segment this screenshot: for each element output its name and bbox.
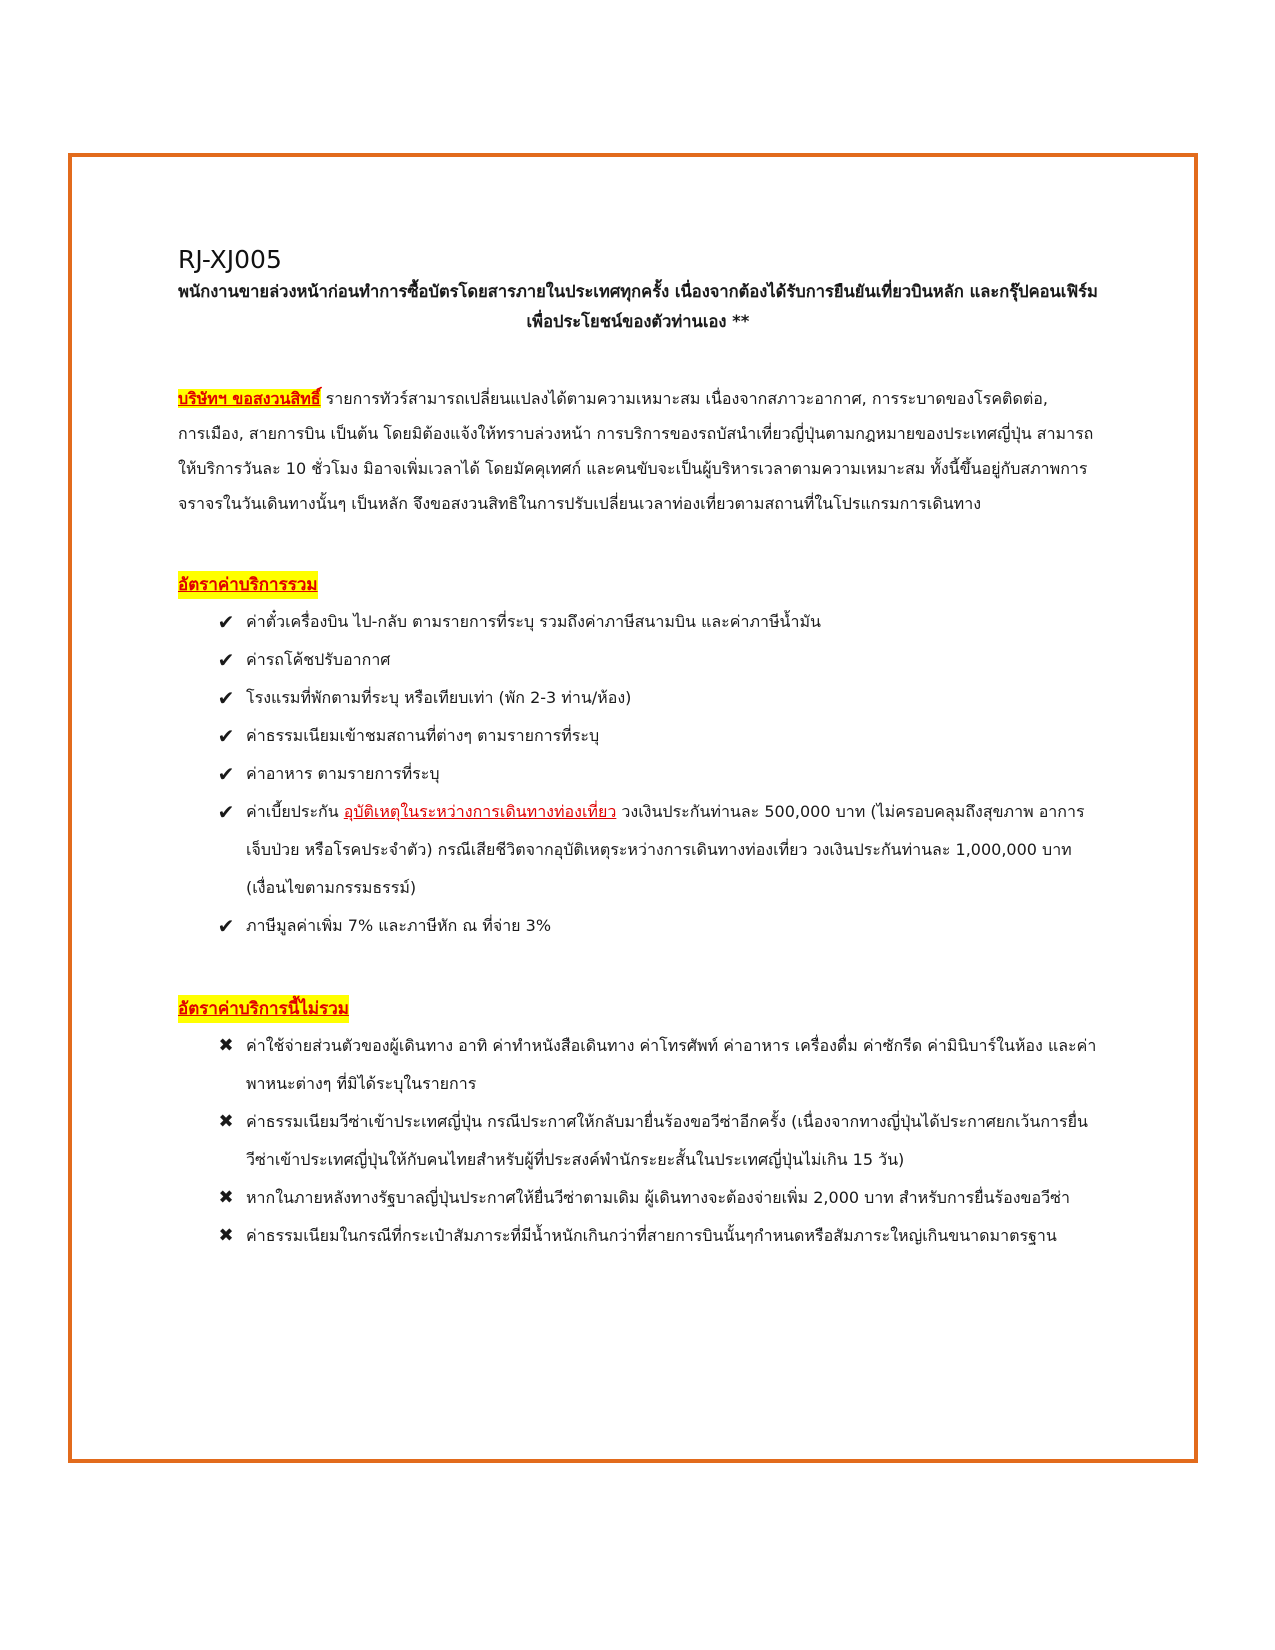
item-text: ค่าธรรมเนียมเข้าชมสถานที่ต่างๆ ตามรายการที่ระบุ (246, 726, 600, 745)
list-item (214, 641, 1098, 679)
item-text: ค่าตั๋วเครื่องบิน ไป-กลับ ตามรายการที่ระบุ รวมถึงค่าภาษีสนามบิน และค่าภาษีน้ำมัน (246, 612, 821, 631)
list-item (214, 1217, 1098, 1255)
list-item (214, 907, 1098, 945)
cross-icon: ✖ (218, 1187, 234, 1208)
check-icon: ✔ (217, 762, 235, 786)
check-icon: ✔ (217, 800, 235, 824)
cross-icon: ✖ (218, 1111, 234, 1132)
policy-paragraph (178, 381, 1098, 521)
item-text: ค่าอาหาร ตามรายการที่ระบุ (246, 764, 440, 783)
list-item (214, 1027, 1098, 1103)
item-text: ค่ารถโค้ชปรับอากาศ (246, 650, 391, 669)
check-icon: ✔ (217, 610, 235, 634)
item-text: โรงแรมที่พักตามที่ระบุ หรือเทียบเท่า (พัก 2-3 ท่าน/ห้อง) (246, 688, 632, 707)
included-section (178, 571, 1098, 945)
policy-text: รายการทัวร์สามารถเปลี่ยนแปลงได้ตามความเหมาะสม เนื่องจากสภาวะอากาศ, การระบาดของโรคติดต่อ, การเมือง, สายการบิน เป็นต้น โดยมิต้องแจ้งให้ทราบล่วงหน้า การบริการของรถบัสนำเที่ยวญี่ปุ่นตามกฎหมายของประเทศญี่ปุ่น สามารถให้บริการวันละ 10 ชั่วโมง มิอาจเพิ่มเวลาได้ โดยมัคคุเทศก์ และคนขับจะเป็นผู้บริหารเวลาตามความเหมาะสม ทั้งนี้ขึ้นอยู่กับสภาพการจราจรในวันเดินทางนั้นๆ เป็นหลัก จึงขอสงวนสิทธิในการปรับเปลี่ยนเวลาท่องเที่ยวตามสถานที่ในโปรแกรมการเดินทาง (178, 389, 1094, 513)
excluded-section (178, 995, 1098, 1255)
excluded-list (178, 1027, 1098, 1255)
included-title: อัตราค่าบริการรวม (178, 571, 318, 599)
insurance-link[interactable]: อุบัติเหตุในระหว่างการเดินทางท่องเที่ยว (343, 802, 617, 821)
cross-icon: ✖ (218, 1225, 234, 1246)
check-icon: ✔ (217, 686, 235, 710)
check-icon: ✔ (217, 648, 235, 672)
document-content (178, 245, 1098, 1255)
list-item (214, 755, 1098, 793)
item-text: ค่าใช้จ่ายส่วนตัวของผู้เดินทาง อาทิ ค่าทำหนังสือเดินทาง ค่าโทรศัพท์ ค่าอาหาร เครื่องดื่ม ค่าซักรีด ค่ามินิบาร์ในห้อง และค่าพาหนะต่างๆ ที่มิได้ระบุในรายการ (246, 1036, 1097, 1093)
booking-notice: พนักงานขายล่วงหน้าก่อนทำการซื้อบัตรโดยสารภายในประเทศทุกครั้ง เนื่องจากต้องได้รับการยืนยันเที่ยวบินหลัก และกรุ๊ปคอนเฟิร์ม เพื่อประโยชน์ของตัวท่านเอง ** (178, 282, 1098, 331)
insurance-suffix: วงเงินประกันท่านละ 500,000 บาท (ไม่ครอบคลุมถึงสุขภาพ อาการเจ็บป่วย หรือโรคประจำตัว) กรณีเสียชีวิตจากอุบัติเหตุระหว่างการเดินทางท่องเที่ยว วงเงินประกันท่านละ 1,000,000 บาท (เงื่อนไขตามกรรมธรรม์) (246, 802, 1085, 897)
list-item (214, 717, 1098, 755)
list-item (214, 679, 1098, 717)
insurance-prefix: ค่าเบี้ยประกัน (246, 802, 344, 821)
list-item (214, 1103, 1098, 1179)
item-text: ค่าธรรมเนียมวีซ่าเข้าประเทศญี่ปุ่น กรณีประกาศให้กลับมายื่นร้องขอวีซ่าอีกครั้ง (เนื่องจากทางญี่ปุ่นได้ประกาศยกเว้นการยื่นวีซ่าเข้าประเทศญี่ปุ่นให้กับคนไทยสำหรับผู้ที่ประสงค์พำนักระยะสั้นในประเทศญี่ปุ่นไม่เกิน 15 วัน) (246, 1112, 1088, 1169)
tour-code: RJ-XJ005 (178, 245, 282, 274)
included-list (178, 603, 1098, 945)
list-item (214, 1179, 1098, 1217)
excluded-title: อัตราค่าบริการนี้ไม่รวม (178, 995, 349, 1023)
item-text: ภาษีมูลค่าเพิ่ม 7% และภาษีหัก ณ ที่จ่าย 3% (246, 916, 552, 935)
item-text: ค่าธรรมเนียมในกรณีที่กระเป๋าสัมภาระที่มีน้ำหนักเกินกว่าที่สายการบินนั้นๆกำหนดหรือสัมภาระใหญ่เกินขนาดมาตรฐาน (246, 1226, 1057, 1245)
list-item (214, 603, 1098, 641)
policy-highlight: บริษัทฯ ขอสงวนสิทธิ์ (178, 389, 321, 408)
cross-icon: ✖ (218, 1035, 234, 1056)
item-text: หากในภายหลังทางรัฐบาลญี่ปุ่นประกาศให้ยื่นวีซ่าตามเดิม ผู้เดินทางจะต้องจ่ายเพิ่ม 2,000 บาท สำหรับการยื่นร้องขอวีซ่า (246, 1188, 1070, 1207)
check-icon: ✔ (217, 724, 235, 748)
check-icon: ✔ (217, 914, 235, 938)
list-item-insurance (214, 793, 1098, 907)
